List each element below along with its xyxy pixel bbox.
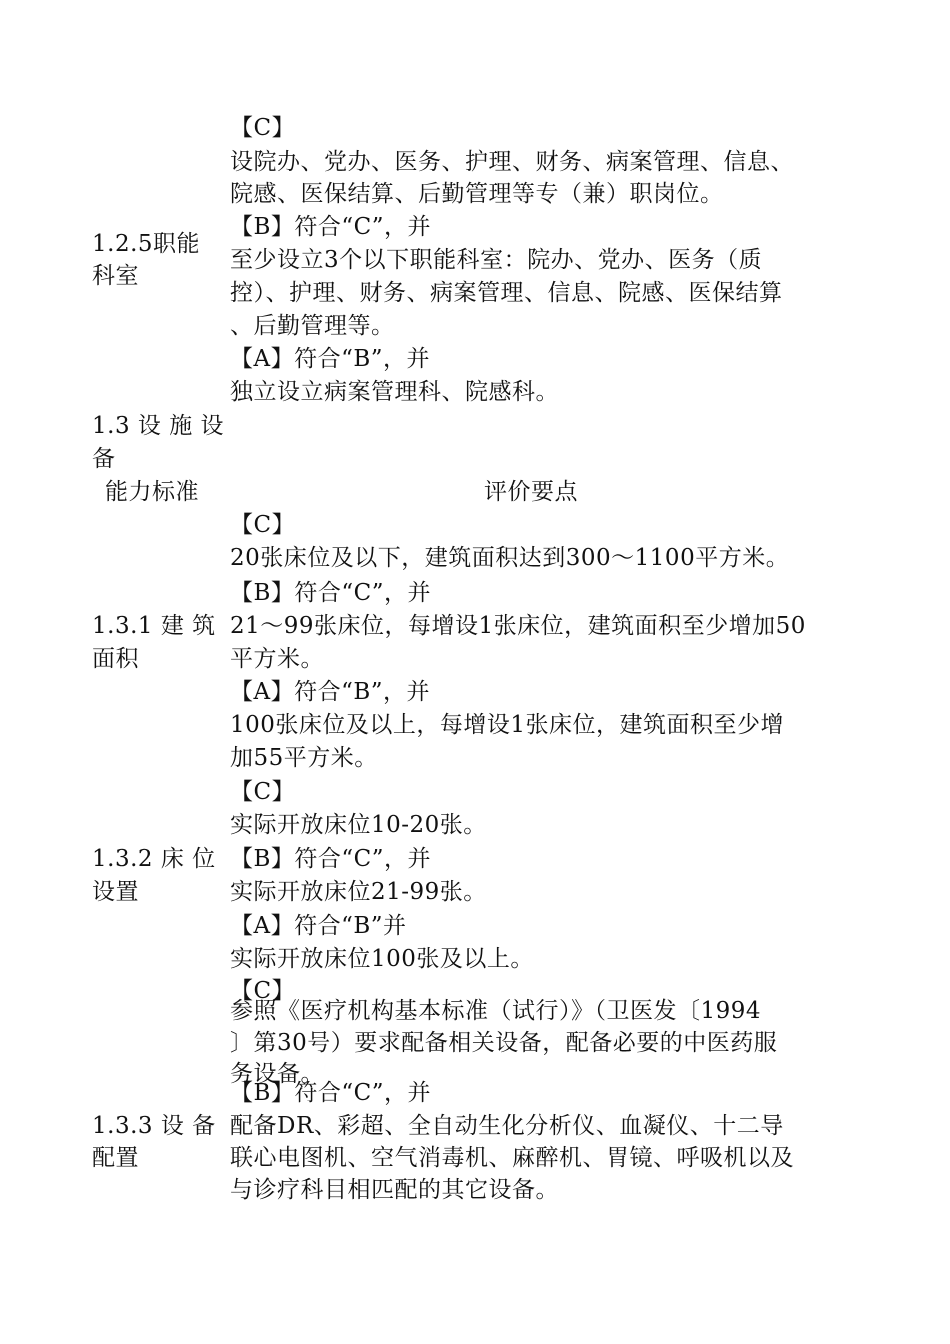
grade-c-tag: 【C】 (230, 512, 296, 538)
grade-a-text: 100张床位及以上，每增设1张床位，建筑面积至少增 (230, 712, 785, 738)
grade-b-tag: 【B】符合“C”，并 (230, 1080, 432, 1106)
section-label: 配置 (92, 1145, 139, 1171)
grade-b-text: 配备DR、彩超、全自动生化分析仪、血凝仪、十二导 (230, 1113, 784, 1139)
grade-b-text: 实际开放床位21-99张。 (230, 879, 487, 905)
section-label: 科室 (92, 263, 139, 289)
grade-a-tag: 【A】符合“B”并 (230, 913, 407, 939)
section-heading: 备 (92, 446, 116, 472)
section-label: 1.2.5职能 (92, 231, 201, 257)
section-heading: 1.3 设 施 设 (92, 413, 225, 439)
grade-b-tag: 【B】符合“C”，并 (230, 214, 432, 240)
grade-b-text: 平方米。 (230, 646, 324, 672)
grade-c-text: 20张床位及以下，建筑面积达到300～1100平方米。 (230, 545, 790, 571)
grade-b-text: 控）、护理、财务、病案管理、信息、院感、医保结算 (230, 280, 783, 306)
grade-c-text: 实际开放床位10-20张。 (230, 812, 487, 838)
grade-a-tag: 【A】符合“B”，并 (230, 346, 431, 372)
section-label: 1.3.2 床 位 (92, 846, 216, 872)
grade-c-tag: 【C】 (230, 115, 296, 141)
section-label: 1.3.3 设 备 (92, 1113, 216, 1139)
section-label: 1.3.1 建 筑 (92, 613, 216, 639)
grade-b-tag: 【B】符合“C”，并 (230, 846, 432, 872)
grade-b-text: 至少设立3个以下职能科室：院办、党办、医务（质 (230, 247, 763, 273)
grade-c-tag: 【C】 (230, 779, 296, 805)
grade-a-tag: 【A】符合“B”，并 (230, 679, 431, 705)
grade-b-text: 、后勤管理等。 (230, 313, 395, 339)
grade-c-tag: 【C】 (230, 978, 296, 1004)
section-label: 设置 (92, 879, 139, 905)
grade-c-text: 务设备。 (230, 1061, 324, 1087)
grade-a-text: 实际开放床位100张及以上。 (230, 946, 534, 972)
grade-b-text: 联心电图机、空气消毒机、麻醉机、胃镜、呼吸机以及 (230, 1145, 794, 1171)
grade-c-text: 设院办、党办、医务、护理、财务、病案管理、信息、 (230, 149, 794, 175)
grade-b-text: 21～99张床位，每增设1张床位，建筑面积至少增加50 (230, 613, 806, 639)
grade-c-text: 院感、医保结算、后勤管理等专（兼）职岗位。 (230, 181, 724, 207)
grade-a-text: 加55平方米。 (230, 745, 378, 771)
grade-b-text: 与诊疗科目相匹配的其它设备。 (230, 1177, 559, 1203)
grade-b-tag: 【B】符合“C”，并 (230, 580, 432, 606)
grade-c-text: 参照《医疗机构基本标准（试行）》（卫医发〔1994 (230, 998, 762, 1024)
column-header-standard: 能力标准 (105, 479, 199, 505)
section-label: 面积 (92, 646, 139, 672)
grade-a-text: 独立设立病案管理科、院感科。 (230, 379, 559, 405)
column-header-criteria: 评价要点 (484, 479, 578, 505)
grade-c-text: 〕第30号）要求配备相关设备，配备必要的中医药服 (230, 1030, 778, 1056)
